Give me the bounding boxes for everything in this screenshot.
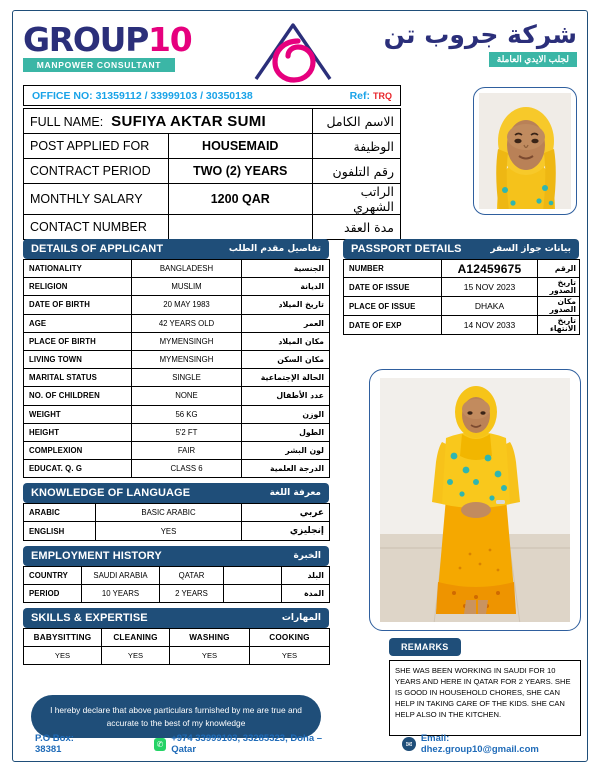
row-label: LIVING TOWN — [24, 350, 132, 368]
skill-value: YES — [170, 647, 250, 665]
applicant-details-table — [23, 259, 330, 478]
row-label: ENGLISH — [24, 522, 96, 540]
table-row — [24, 296, 330, 314]
skills-table — [23, 628, 330, 665]
ref-value: TRQ — [373, 90, 392, 101]
row-arabic: تاريخ الصدور — [538, 278, 580, 297]
row-label: EDUCAT. Q. G — [24, 460, 132, 478]
row-value: 14 NOV 2033 — [442, 316, 538, 335]
table-row — [24, 260, 330, 278]
row-value-3 — [224, 584, 282, 602]
company-logo — [23, 17, 191, 72]
employment-history-table — [23, 566, 330, 603]
declaration-banner: I hereby declare that above particulars furnished by me are true and accurate to the best of my knowledge — [31, 695, 321, 738]
table-row — [24, 369, 330, 387]
row-arabic: مكان الصدور — [538, 297, 580, 316]
salary-value: 1200 QAR — [168, 184, 313, 215]
row-label: NO. OF CHILDREN — [24, 387, 132, 405]
section-header-passport — [343, 239, 579, 259]
document-footer — [13, 731, 587, 757]
arch-emblem-icon — [248, 17, 338, 83]
row-label: RELIGION — [24, 278, 132, 296]
post-label: POST APPLIED FOR — [24, 134, 169, 159]
table-row — [24, 109, 401, 134]
phone-item — [154, 733, 344, 755]
row-value-2: 2 YEARS — [160, 584, 224, 602]
contract-label: CONTRACT PERIOD — [24, 159, 169, 184]
row-value: 15 NOV 2023 — [442, 278, 538, 297]
whatsapp-icon: ✆ — [154, 738, 167, 751]
row-arabic: الديانة — [242, 278, 330, 296]
table-row — [24, 441, 330, 459]
table-row — [344, 316, 580, 335]
office-contact-bar — [23, 85, 401, 106]
row-arabic: البلد — [282, 566, 330, 584]
po-box-text: P.O Box: 38381 — [35, 733, 74, 755]
fullname-label: FULL NAME: — [30, 114, 104, 129]
table-row — [24, 522, 330, 540]
email-icon: ✉ — [402, 737, 416, 751]
language-title-en: KNOWLEDGE OF LANGUAGE — [31, 487, 191, 500]
row-arabic: مكان السكن — [242, 350, 330, 368]
row-value: 42 YEARS OLD — [132, 314, 242, 332]
row-value: 56 KG — [132, 405, 242, 423]
po-box-item — [35, 733, 101, 755]
row-arabic: الجنسية — [242, 260, 330, 278]
row-label: PLACE OF ISSUE — [344, 297, 442, 316]
table-row — [24, 350, 330, 368]
table-row — [24, 314, 330, 332]
row-value: FAIR — [132, 441, 242, 459]
row-label: WEIGHT — [24, 405, 132, 423]
post-arabic-label: الوظيفة — [313, 134, 401, 159]
ref-label: Ref: — [349, 89, 370, 102]
row-arabic: الرقم — [538, 260, 580, 278]
row-label: COUNTRY — [24, 566, 82, 584]
row-arabic: الطول — [242, 423, 330, 441]
passport-photo-frame — [473, 87, 577, 215]
row-label: PLACE OF BIRTH — [24, 332, 132, 350]
row-label: DATE OF EXP — [344, 316, 442, 335]
table-row — [24, 504, 330, 522]
row-value: BANGLADESH — [132, 260, 242, 278]
row-value: MUSLIM — [132, 278, 242, 296]
row-value: MYMENSINGH — [132, 350, 242, 368]
table-row — [24, 134, 401, 159]
skill-header: CLEANING — [102, 629, 170, 647]
remarks-title: REMARKS — [389, 638, 461, 656]
skill-value: YES — [102, 647, 170, 665]
arabic-brand-block — [384, 17, 577, 67]
table-row — [24, 423, 330, 441]
row-arabic: الدرجة العلمية — [242, 460, 330, 478]
section-header-skills — [23, 608, 329, 628]
row-value-1: 10 YEARS — [82, 584, 160, 602]
contact-arabic-label: مدة العقد — [313, 215, 401, 240]
skill-value: YES — [250, 647, 330, 665]
language-table — [23, 503, 330, 540]
table-row — [24, 278, 330, 296]
table-row — [24, 647, 330, 665]
skills-title-ar: المهارات — [281, 613, 321, 623]
contact-value — [168, 215, 313, 240]
row-value: DHAKA — [442, 297, 538, 316]
contract-arabic-label: رقم التلفون — [313, 159, 401, 184]
logo-tagline: MANPOWER CONSULTANT — [23, 58, 175, 72]
row-label: HEIGHT — [24, 423, 132, 441]
row-value: 5'2 FT — [132, 423, 242, 441]
contact-label: CONTACT NUMBER — [24, 215, 169, 240]
row-arabic: تاريخ الميلاد — [242, 296, 330, 314]
passport-details-table — [343, 259, 580, 335]
passport-photo — [479, 93, 571, 209]
phone-text: +974 33999103, 33285323, Doha – Qatar — [171, 733, 323, 755]
section-header-details — [23, 239, 329, 259]
salary-arabic-label: الراتب الشهري — [313, 184, 401, 215]
row-arabic: عدد الأطفال — [242, 387, 330, 405]
row-value: BASIC ARABIC — [96, 504, 242, 522]
employment-title-ar: الخبرة — [293, 550, 321, 561]
table-row — [24, 405, 330, 423]
row-value: CLASS 6 — [132, 460, 242, 478]
fullname-arabic-label: الاسم الكامل — [313, 109, 401, 134]
skill-header: BABYSITTING — [24, 629, 102, 647]
row-value-2: QATAR — [160, 566, 224, 584]
table-row — [344, 260, 580, 278]
table-row — [24, 332, 330, 350]
applicant-summary-table — [23, 108, 401, 240]
row-arabic: تاريخ الانتهاء — [538, 316, 580, 335]
remarks-text: SHE WAS BEEN WORKING IN SAUDI FOR 10 YEARS AND HERE IN QATAR FOR 2 YEARS. SHE IS GOOD IN HOUSEHOLD CHORES, SHE CAN HELP IN TAKING CARE OF THE KIDS. SHE CAN HELP ALSO IN THE KITCHEN. — [389, 660, 581, 736]
post-value: HOUSEMAID — [168, 134, 313, 159]
fullname-cell — [24, 109, 313, 134]
row-value: MYMENSINGH — [132, 332, 242, 350]
row-value: NONE — [132, 387, 242, 405]
row-value-1: SAUDI ARABIA — [82, 566, 160, 584]
row-arabic: العمر — [242, 314, 330, 332]
email-item[interactable] — [402, 733, 565, 755]
table-row — [24, 460, 330, 478]
row-arabic: الحالة الإجتماعية — [242, 369, 330, 387]
full-body-photo — [380, 378, 570, 622]
remarks-section — [389, 637, 581, 736]
table-row — [344, 297, 580, 316]
passport-number-value: A12459675 — [442, 260, 538, 278]
language-title-ar: معرفة اللغة — [269, 488, 321, 499]
row-label: AGE — [24, 314, 132, 332]
document-header — [23, 17, 577, 85]
skills-title-en: SKILLS & EXPERTISE — [31, 612, 148, 624]
skill-header: COOKING — [250, 629, 330, 647]
office-number-text: OFFICE NO: 31359112 / 33999103 / 30350138 — [32, 89, 253, 102]
table-row — [24, 584, 330, 602]
table-row — [24, 184, 401, 215]
logo-number-text: 10 — [148, 20, 192, 59]
row-arabic: لون البشر — [242, 441, 330, 459]
left-column — [23, 239, 329, 665]
passport-title-en: PASSPORT DETAILS — [351, 243, 462, 255]
details-title-ar: تفاصيل مقدم الطلب — [228, 244, 321, 254]
row-value: SINGLE — [132, 369, 242, 387]
cv-sheet — [12, 10, 588, 762]
row-label: COMPLEXION — [24, 441, 132, 459]
table-row — [24, 387, 330, 405]
row-label: MARITAL STATUS — [24, 369, 132, 387]
row-value: YES — [96, 522, 242, 540]
employment-title-en: EMPLOYMENT HISTORY — [31, 549, 162, 562]
full-photo-frame — [369, 369, 581, 631]
skill-value: YES — [24, 647, 102, 665]
row-label: DATE OF BIRTH — [24, 296, 132, 314]
right-column — [343, 239, 579, 335]
row-label: NATIONALITY — [24, 260, 132, 278]
row-label: PERIOD — [24, 584, 82, 602]
arabic-tagline: لجلب الايدي العاملة — [489, 52, 577, 67]
section-header-employment — [23, 546, 329, 566]
table-row — [344, 278, 580, 297]
row-label: ARABIC — [24, 504, 96, 522]
email-text[interactable]: Email: dhez.group10@gmail.com — [420, 733, 539, 755]
row-label: DATE OF ISSUE — [344, 278, 442, 297]
logo-main-text: GROUP — [23, 20, 149, 59]
details-title-en: DETAILS OF APPLICANT — [31, 243, 164, 255]
row-arabic: المدة — [282, 584, 330, 602]
row-arabic: إنجليزي — [242, 522, 330, 540]
row-label: NUMBER — [344, 260, 442, 278]
fullname-value: SUFIYA AKTAR SUMI — [111, 112, 267, 130]
row-arabic: مكان الميلاد — [242, 332, 330, 350]
salary-label: MONTHLY SALARY — [24, 184, 169, 215]
contract-value: TWO (2) YEARS — [168, 159, 313, 184]
skill-header: WASHING — [170, 629, 250, 647]
table-row — [24, 159, 401, 184]
table-row — [24, 629, 330, 647]
passport-title-ar: بيانات جواز السفر — [490, 244, 571, 254]
row-arabic: الوزن — [242, 405, 330, 423]
arabic-company-name: شركة جروب تن — [383, 20, 577, 49]
table-row — [24, 215, 401, 240]
row-arabic: عربي — [242, 504, 330, 522]
row-value-3 — [224, 566, 282, 584]
row-value: 20 MAY 1983 — [132, 296, 242, 314]
section-header-language — [23, 483, 329, 503]
logo-wordmark — [23, 20, 192, 59]
table-row — [24, 566, 330, 584]
